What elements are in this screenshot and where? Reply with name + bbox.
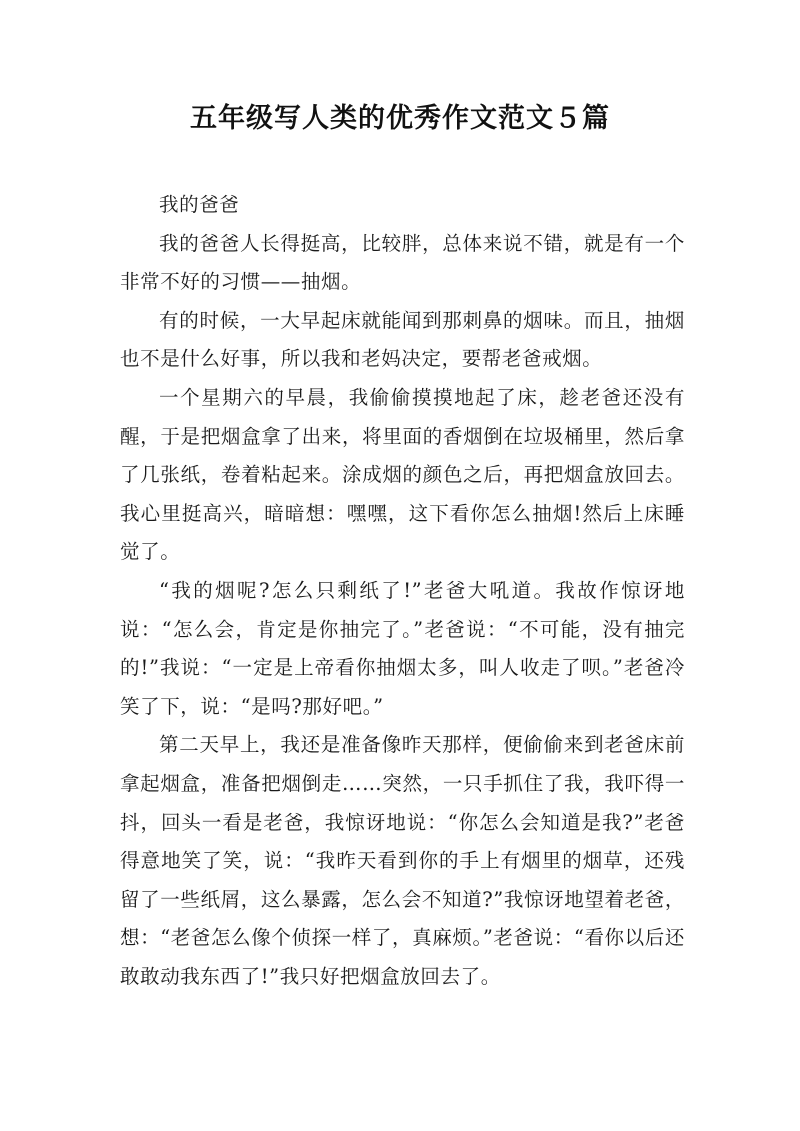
document-body [120, 186, 685, 996]
paragraph: 一个星期六的早晨，我偷偷摸摸地起了床，趁老爸还没有醒，于是把烟盒拿了出来，将里面的香烟倒在垃圾桶里，然后拿了几张纸，卷着粘起来。涂成烟的颜色之后，再把烟盒放回去。我心里挺高兴，暗暗想：嘿嘿，这下看你怎么抽烟!然后上床睡觉了。 [120, 385, 685, 564]
paragraph: 有的时候，一大早起床就能闻到那刺鼻的烟味。而且，抽烟也不是什么好事，所以我和老妈决定，要帮老爸戒烟。 [120, 308, 685, 371]
paragraph: “我的烟呢?怎么只剩纸了!”老爸大吼道。我故作惊讶地说：“怎么会，肯定是你抽完了。”老爸说：“不可能，没有抽完的!”我说：“一定是上帝看你抽烟太多，叫人收走了呗。”老爸冷笑了下，说：“是吗?那好吧。” [120, 578, 685, 718]
essay-heading: 我的爸爸 [159, 193, 240, 216]
paragraph: 第二天早上，我还是准备像昨天那样，便偷偷来到老爸床前拿起烟盒，准备把烟倒走……突然，一只手抓住了我，我吓得一抖，回头一看是老爸，我惊讶地说：“你怎么会知道是我?”老爸得意地笑了笑，说：“我昨天看到你的手上有烟里的烟草，还残留了一些纸屑，这么暴露，怎么会不知道?”我惊讶地望着老爸，想：“老爸怎么像个侦探一样了，真麻烦。”老爸说：“看你以后还敢敢动我东西了!”我只好把烟盒放回去了。 [120, 733, 685, 988]
paragraph: 我的爸爸人长得挺高，比较胖，总体来说不错，就是有一个非常不好的习惯——抽烟。 [120, 231, 685, 294]
document-title: 五年级写人类的优秀作文范文５篇 [190, 103, 610, 134]
